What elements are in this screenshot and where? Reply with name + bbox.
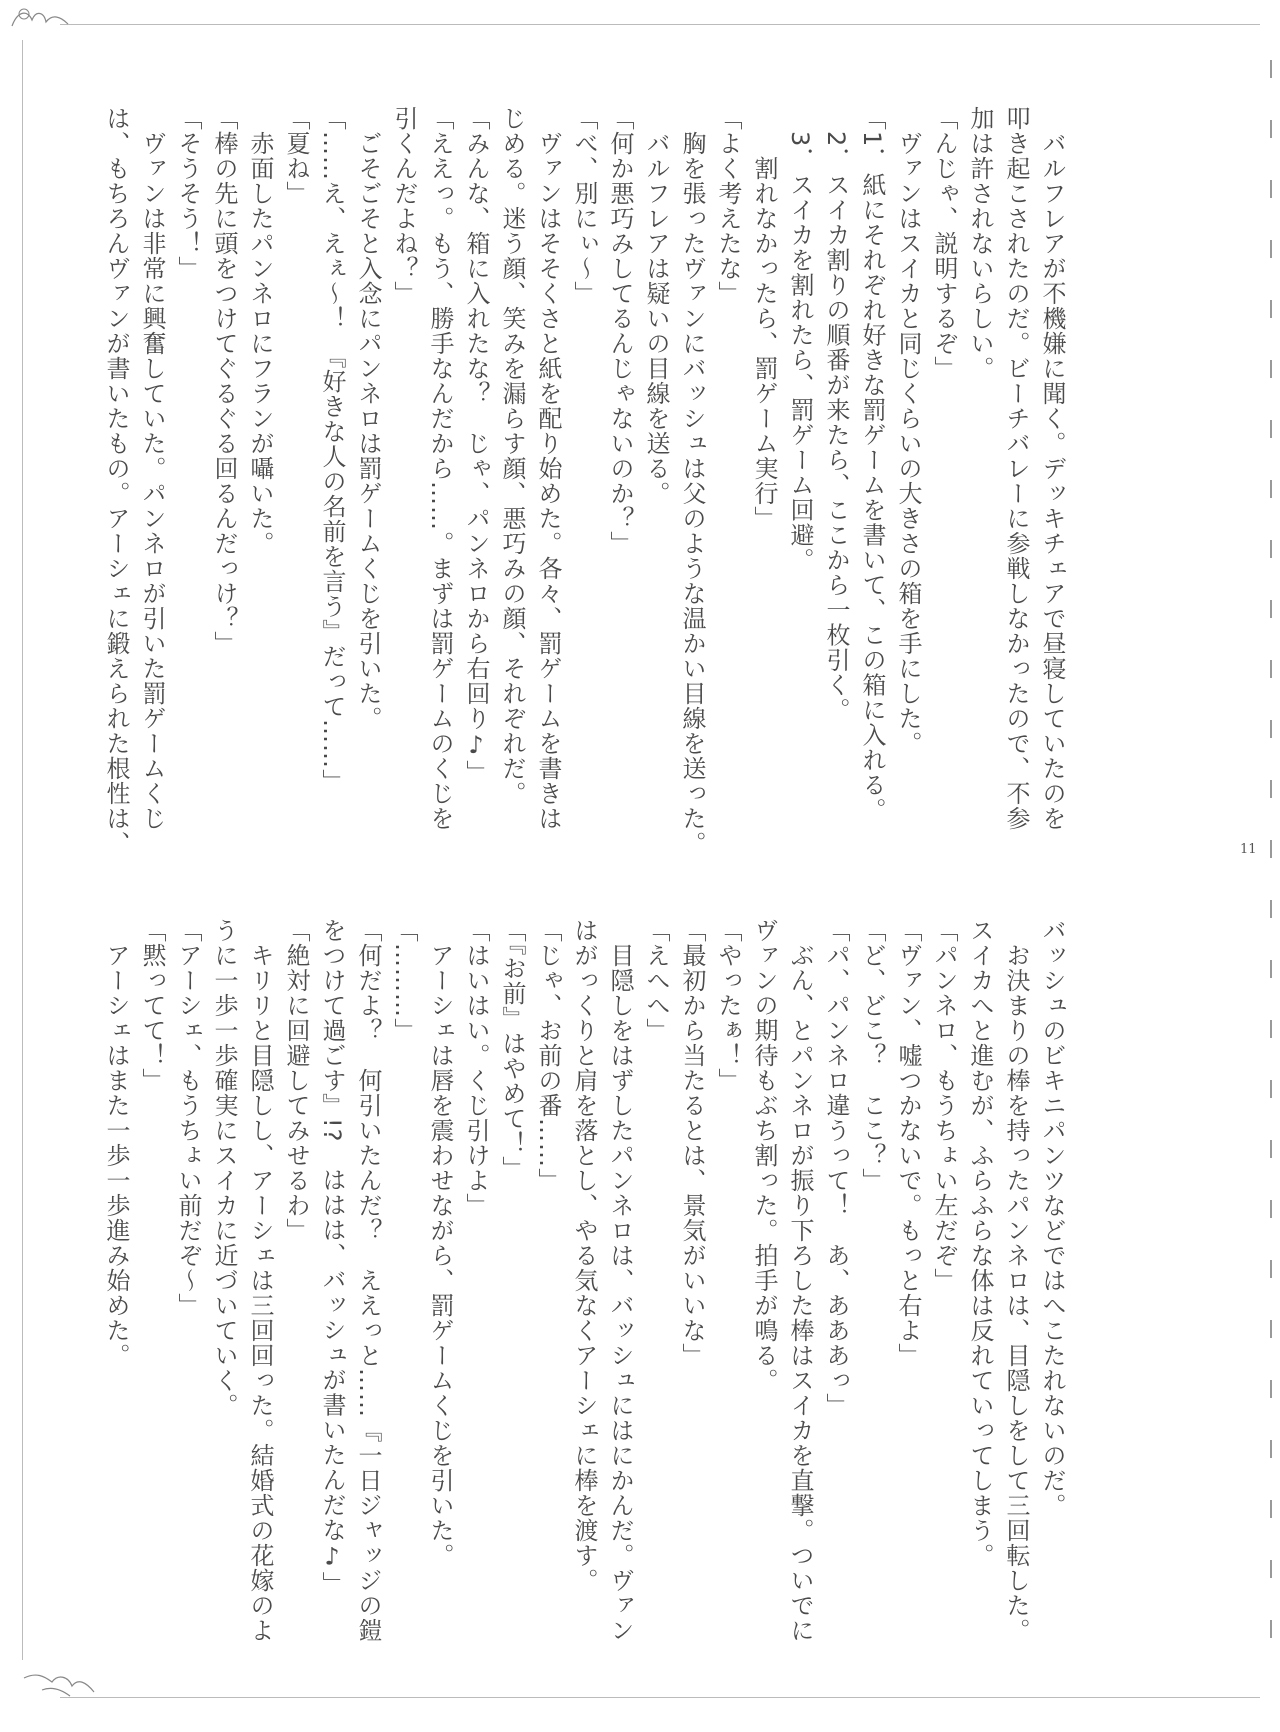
text-column: 「じゃ、お前の番……」	[534, 918, 562, 1193]
text-column: バルフレアが不機嫌に聞く。デッキチェアで昼寝していたのを	[1038, 106, 1066, 831]
text-column: 「何だよ？ 何引いたんだ？ ええっと……『一日ジャッジの鎧	[354, 918, 382, 1643]
text-column: 「んじゃ、説明するぞ」	[930, 106, 958, 381]
text-column: 「1．紙にそれぞれ好きな罰ゲームを書いて、この箱に入れる。	[858, 106, 886, 823]
page-number: 11	[1240, 842, 1257, 857]
text-column: アーシェはまた一歩一歩進み始めた。	[102, 918, 130, 1368]
text-column: 「絶対に回避してみせるわ」	[282, 918, 310, 1243]
text-column: うに一歩一歩確実にスイカに近づいていく。	[210, 918, 238, 1418]
text-column: 「夏ね」	[282, 106, 310, 206]
text-column: 割れなかったら、罰ゲーム実行」	[750, 106, 778, 531]
text-column: 「パ、パンネロ違うって！ あ、あああっ」	[822, 918, 850, 1418]
text-column: 「みんな、箱に入れたな？ じゃ、パンネロから右回り♪」	[462, 106, 490, 785]
text-column: 加は許されないらしい。	[966, 106, 994, 381]
text-column: 「えへへ」	[642, 918, 670, 1043]
text-column: 「パンネロ、もうちょい左だぞ」	[930, 918, 958, 1293]
corner-doodle-icon	[22, 1668, 102, 1702]
text-column: 3．スイカを割れたら、罰ゲーム回避。	[786, 106, 814, 573]
text-column: 「ど、どこ？ ここ？」	[858, 918, 886, 1193]
text-column: 「はいはい。くじ引けよ」	[462, 918, 490, 1218]
text-column: キリリと目隠しし、アーシェは三回回った。結婚式の花嫁のよ	[246, 918, 274, 1643]
text-block-lower	[98, 918, 1070, 1688]
text-column: じめる。迷う顔、笑みを漏らす顔、悪巧みの顔、それぞれだ。	[498, 106, 526, 806]
text-column: ヴァンの期待もぶち割った。拍手が鳴る。	[750, 918, 778, 1393]
text-block-upper	[98, 106, 1070, 876]
text-column: はがっくりと肩を落とし、やる気なくアーシェに棒を渡す。	[570, 918, 598, 1593]
text-column: 叩き起こされたのだ。ビーチバレーに参戦しなかったので、不参	[1002, 106, 1030, 831]
page-frame-right-dashes	[1270, 60, 1272, 1660]
text-column: 「よく考えたな」	[714, 106, 742, 306]
page-frame-left-line	[22, 40, 23, 1660]
text-column: 「やったぁ！」	[714, 918, 742, 1093]
text-column: 「ええっ。もう、勝手なんだから……。まずは罰ゲームのくじを	[426, 106, 454, 831]
page-frame-top-line	[60, 24, 1260, 25]
text-column: 「黙ってて！」	[138, 918, 166, 1093]
text-column: 「アーシェ、もうちょい前だぞ～」	[174, 918, 202, 1318]
text-column: 胸を張ったヴァンにバッシュは父のような温かい目線を送った。	[678, 106, 706, 856]
text-column: ごそごそと入念にパンネロは罰ゲームくじを引いた。	[354, 106, 382, 731]
text-column: 「『お前』はやめて！」	[498, 918, 526, 1181]
text-column: バルフレアは疑いの目線を送る。	[642, 106, 670, 506]
text-column: 「べ、別にぃ～」	[570, 106, 598, 306]
text-column: ヴァンはスイカと同じくらいの大きさの箱を手にした。	[894, 106, 922, 756]
text-column: ヴァンは非常に興奮していた。パンネロが引いた罰ゲームくじ	[138, 106, 166, 831]
text-column: アーシェは唇を震わせながら、罰ゲームくじを引いた。	[426, 918, 454, 1568]
text-column: バッシュのビキニパンツなどではへこたれないのだ。	[1038, 918, 1066, 1518]
text-column: 2．スイカ割りの順番が来たら、ここから一枚引く。	[822, 106, 850, 723]
text-column: ぶん、とパンネロが振り下ろした棒はスイカを直撃。ついでに	[786, 918, 814, 1643]
text-column: 「最初から当たるとは、景気がいいな」	[678, 918, 706, 1368]
text-column: 「………」	[390, 918, 418, 1043]
text-column: お決まりの棒を持ったパンネロは、目隠しをして三回転した。	[1002, 918, 1030, 1643]
text-column: 「棒の先に頭をつけてぐるぐる回るんだっけ？」	[210, 106, 238, 656]
corner-doodle-icon	[8, 4, 78, 34]
text-column: 「ヴァン、嘘つかないで。もっと右よ」	[894, 918, 922, 1368]
text-column: 「何か悪巧みしてるんじゃないのか？」	[606, 106, 634, 556]
page-frame-bottom-line	[60, 1697, 1260, 1698]
text-column: ヴァンはそそくさと紙を配り始めた。各々、罰ゲームを書きは	[534, 106, 562, 831]
text-column: 目隠しをはずしたパンネロは、バッシュにはにかんだ。ヴァン	[606, 918, 634, 1643]
text-column: 「……え、えぇ～！ 『好きな人の名前を言う』だって……」	[318, 106, 346, 794]
text-column: は、もちろんヴァンが書いたもの。アーシェに鍛えられた根性は、	[102, 106, 130, 856]
text-column: 引くんだよね？」	[390, 106, 418, 306]
text-column: 赤面したパンネロにフランが囁いた。	[246, 106, 274, 556]
text-column: スイカへと進むが、ふらふらな体は反れていってしまう。	[966, 918, 994, 1568]
text-column: をつけて過ごす』!? ははは、バッシュが書いたんだな♪」	[318, 918, 346, 1597]
text-column: 「そうそう！」	[174, 106, 202, 281]
